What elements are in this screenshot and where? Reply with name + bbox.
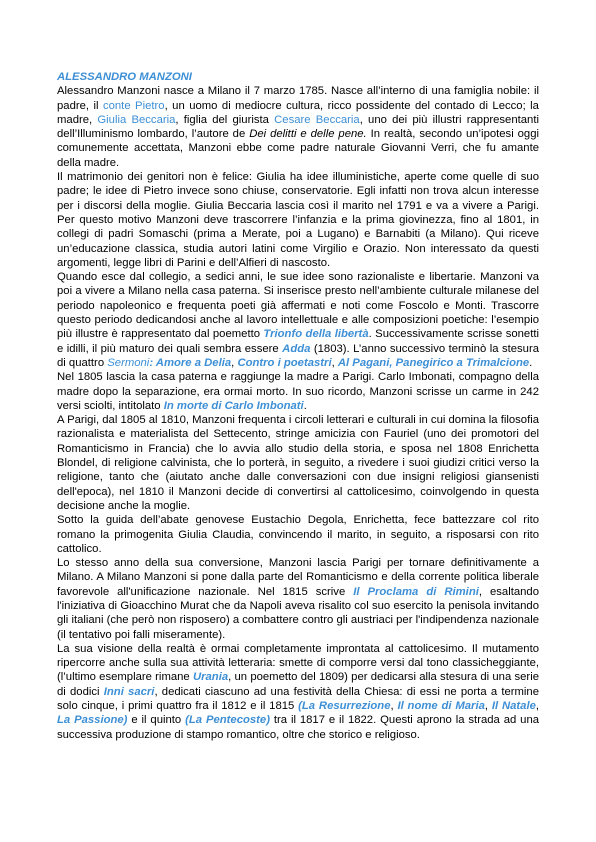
text-run: , esaltando l'iniziativa di Gioacchino Murat che da Napoli aveva risalito col suo esercito la penisola invitando gli italiani (che però non risposero) a combattere contro gli austriaci per l'indipendenza nazionale (il tentativo poi falli miseramente). (57, 585, 539, 641)
text-run: , uno dei più illustri rappresentanti dell’Illuminismo lombardo, l’autore de (57, 113, 539, 141)
text-run: A Parigi, dal 1805 al 1810, Manzoni frequenta i circoli letterari e culturali in cui domina la filosofia razionalista e materialista del Settecento, stringe amicizia con Fauriel (uno dei promotori del Romanticismo in Francia) che lo avvia allo studio della storia, e sposa nel 1808 Enrichetta Blondel, di religione calvinista, che lo porterà, in seguito, a rivedere i suoi giudizi critici verso la religione, tanto che (aiutato anche dalle conversazioni con due insigni religiosi giansenisti dell'epoca), nel 1810 il Manzoni decide di convertirsi al cattolicesimo, coinvolgendo in questa decisione anche la moglie. (57, 414, 539, 512)
highlighted-term: (La Resurrezione (298, 700, 391, 713)
highlighted-term: In morte di Carlo Imbonati (163, 399, 304, 412)
highlighted-term: Urania (192, 671, 229, 684)
paragraph (57, 556, 539, 642)
text-run: , (231, 356, 238, 369)
text-run: , (484, 700, 492, 713)
text-run: , (390, 700, 398, 713)
highlighted-term: La Passione) (57, 714, 128, 727)
text-run: , (535, 700, 540, 713)
highlighted-term: Inni sacri (103, 685, 155, 698)
text-run: , (331, 356, 338, 369)
text-run: Sotto la guida dell’abate genovese Eustachio Degola, Enrichetta, fece battezzare col rito romano la primogenita Giulia Claudia, convincendo il marito, in seguito, a risposarsi con rito cattolico. (57, 514, 539, 555)
text-run: In realtà, secondo un’ipotesi oggi comunemente accettata, Manzoni ebbe come padre naturale Giovanni Verri, che fu amante della madre. (57, 128, 540, 169)
text-run: Quando esce dal collegio, a sedici anni, le sue idee sono razionaliste e libertarie. Manzoni va poi a vivere a Milano nella casa paterna. Si inserisce presto nell’ambiente culturale milanese del periodo napoleonico e frequenta poeti già affermati e noti come Foscolo e Monti. Trascorre questo periodo dedicandosi anche al lavoro intellettuale e alle composizioni poetiche: l’esempio più illustre è rappresentato dal poemetto (57, 271, 539, 341)
highlighted-term: Il nome di Maria (397, 700, 485, 713)
paragraph (57, 642, 539, 742)
highlighted-term: Il Natale (491, 700, 536, 713)
highlighted-term: (La Pentecoste) (185, 714, 270, 727)
highlighted-term: Al Pagani, Panegirico a Trimalcione (337, 356, 530, 369)
text-run: . (303, 399, 307, 412)
paragraph (57, 84, 539, 170)
highlighted-term: Trionfo della libertà (263, 328, 369, 341)
highlighted-term: : Amore a Delia (149, 356, 232, 369)
paragraph (57, 170, 539, 270)
document-page (57, 70, 539, 742)
text-run: tra il 1817 e il 1822. Questi aprono la strada ad una successiva produzione di stampo romantico, oltre che storico e religioso. (57, 714, 540, 741)
paragraph (57, 513, 539, 556)
highlighted-term: conte Pietro (102, 99, 165, 112)
document-body (57, 84, 539, 742)
text-run: . Successivamente scrisse sonetti e idilli, il più maturo dei quali sembra essere (57, 328, 539, 355)
text-run: Il matrimonio dei genitori non è felice: Giulia ha idee illuministiche, aperte come quelle di suo padre; le idee di Pietro invece sono chiuse, conservatorie. Egli infatti non trova alcun interesse per i discorsi della moglie. Giulia Beccaria lascia così il marito nel 1791 e va a vivere a Parigi. Per questo motivo Manzoni deve trascorrere l’infanzia e la prima giovinezza, fino al 1801, in collegi di padri Somaschi (prima a Merate, poi a Lugano) e Barnabiti (a Milano). Qui riceve un’educazione classica, studia autori latini come Virgilio e Orazio. Non interessato da questi argomenti, legge libri di Parini e dell’Alfieri di nascosto. (57, 171, 539, 269)
document-title: ALESSANDRO MANZONI (57, 71, 192, 83)
text-run: Lo stesso anno della sua conversione, Manzoni lascia Parigi per tornare definitivamente a Milano. A Milano Manzoni si pone dalla parte del Romanticismo e della corrente politica liberale favorevole all'unificazione nazionale. Nel 1815 scrive (57, 557, 539, 598)
text-run: Alessandro Manzoni nasce a Milano il 7 marzo 1785. Nasce all’interno di una famiglia nobile: il padre, il (57, 85, 539, 112)
highlighted-term: Cesare Beccaria (274, 113, 360, 126)
text-run: , un uomo di mediocre cultura, ricco possidente del contado di Lecco; la madre, (57, 99, 539, 126)
text-run: Nel 1805 lascia la casa paterna e raggiunge la madre a Parigi. Carlo Imbonati, compagno della madre dopo la separazione, era ormai morto. In suo ricordo, Manzoni scrisse un carme in 242 versi sciolti, intitolato (57, 371, 539, 412)
highlighted-term: Adda (282, 342, 311, 355)
text-run: (1803). L’anno successivo terminò la stesura di quattro (57, 342, 540, 369)
text-run: . (529, 356, 533, 369)
highlighted-term: Sermoni (107, 356, 150, 369)
paragraph (57, 270, 539, 370)
text-run: , dedicati ciascuno ad una festività della Chiesa: di essi ne porta a termine solo cinque, i primi quattro fra il 1812 e il 1815 (57, 685, 539, 713)
paragraph (57, 370, 539, 413)
text-run: La sua visione della realtà è ormai completamente improntata al cattolicesimo. Il mutamento ripercorre anche sulla sua attività letteraria: smette di comporre versi dal tono classicheggiante, (l’ultimo esemplare rimane (57, 642, 539, 684)
highlighted-term: Giulia Beccaria (97, 113, 176, 126)
paragraph (57, 413, 539, 513)
highlighted-term: Il Proclama di Rimini (353, 585, 479, 598)
highlighted-term: Contro i poetastri (237, 356, 332, 369)
highlighted-term: Dei delitti e delle pene. (249, 128, 367, 141)
text-run: , un poemetto del 1809) per dedicarsi alla stesura di una serie di dodici (57, 671, 539, 698)
text-run: , figlia del giurista (175, 113, 275, 126)
text-run: e il quinto (127, 714, 186, 727)
